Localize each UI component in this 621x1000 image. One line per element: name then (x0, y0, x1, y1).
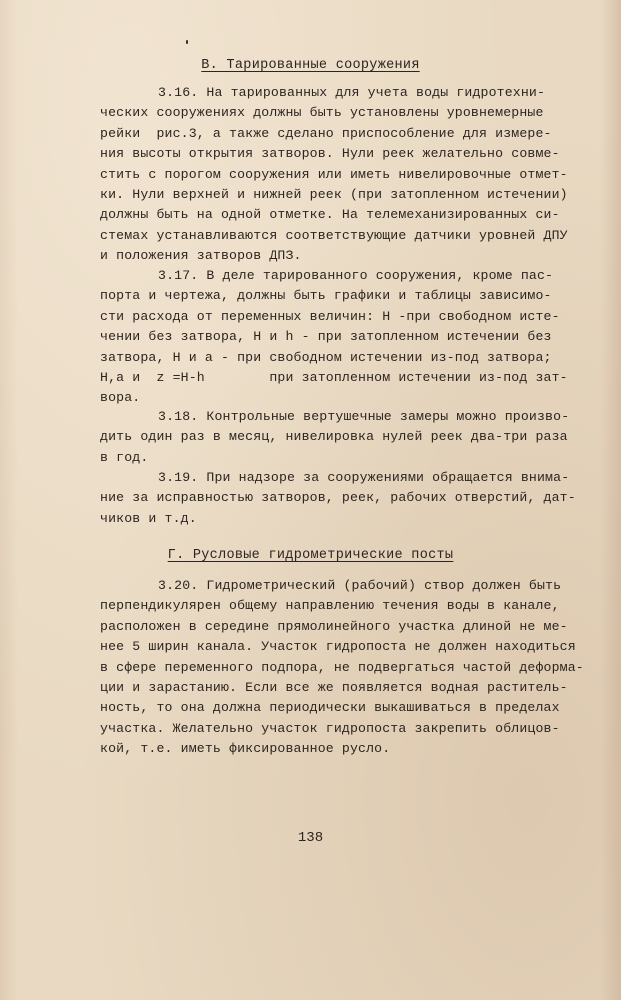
text-line: чиков и т.д. (100, 510, 197, 526)
text-line: ние за исправностью затворов, реек, рабочих отверстий, дат- (100, 490, 576, 506)
text-line: 3.17. В деле тарированного сооружения, кроме пас- (158, 268, 554, 283)
text-line: затвора, H и a - при свободном истечении из-под затвора; (100, 349, 552, 365)
paragraph-3-16 (100, 83, 600, 267)
text-line: должны быть на одной отметке. На телемеханизированных си- (100, 207, 560, 223)
text-line: в год. (100, 449, 149, 465)
page-number: 138 (297, 830, 324, 846)
text-line: расположен в середине прямолинейного участка длиной не ме- (100, 618, 568, 634)
paragraph-3-18 (100, 407, 600, 468)
text-line: стить с порогом сооружения или иметь нивелировочные отмет- (100, 166, 568, 182)
text-line: перпендикулярен общему направлению течения воды в канале, (100, 598, 560, 614)
text-line: сти расхода от переменных величин: H -при свободном исте- (100, 308, 560, 324)
text-line: ческих сооружениях должны быть установлены уровнемерные (100, 105, 544, 121)
text-line: кой, т.е. иметь фиксированное русло. (100, 741, 391, 757)
text-line: ния высоты открытия затворов. Нули реек желательно совме- (100, 146, 560, 162)
text-line: дить один раз в месяц, нивелировка нулей реек два-три раза (100, 429, 568, 445)
text-line: рейки рис.3, а также сделано приспособление для измере- (100, 125, 552, 141)
text-line: ность, то она должна периодически выкашиваться в пределах (100, 700, 560, 716)
text-line: 3.19. При надзоре за сооружениями обращается внима- (158, 470, 570, 485)
text-line: 3.16. На тарированных для учета воды гидротехни- (158, 85, 546, 100)
text-line: и положения затворов ДПЗ. (100, 248, 302, 264)
text-line: стемах устанавливаются соответствующие датчики уровней ДПУ (100, 227, 568, 243)
text-line: H,a и z =H-h при затопленном истечении из-под зат- (100, 370, 568, 386)
text-line: вора. (100, 390, 141, 406)
text-line: чении без затвора, H и h - при затопленном истечении без (100, 329, 552, 345)
paragraph-3-19 (100, 468, 600, 529)
text-line: 3.20. Гидрометрический (рабочий) створ должен быть (158, 578, 562, 593)
paragraph-3-20 (100, 576, 600, 760)
text-line: ки. Нули верхней и нижней реек (при затопленном истечении) (100, 187, 568, 203)
ink-speck (186, 40, 188, 44)
text-line: нее 5 ширин канала. Участок гидропоста не должен находиться (100, 639, 576, 655)
text-line: порта и чертежа, должны быть графики и таблицы зависимо- (100, 288, 552, 304)
text-line: ции и зарастанию. Если все же появляется водная раститель- (100, 680, 568, 696)
text-line: участка. Желательно участок гидропоста закрепить облицов- (100, 720, 560, 736)
paragraph-3-17 (100, 266, 600, 409)
section-g-heading: Г. Русловые гидрометрические посты (167, 548, 454, 563)
text-line: в сфере переменного подпора, не подвергаться частой деформа- (100, 659, 584, 675)
text-line: 3.18. Контрольные вертушечные замеры можно произво- (158, 409, 570, 424)
section-v-heading: В. Тарированные сооружения (201, 58, 420, 73)
